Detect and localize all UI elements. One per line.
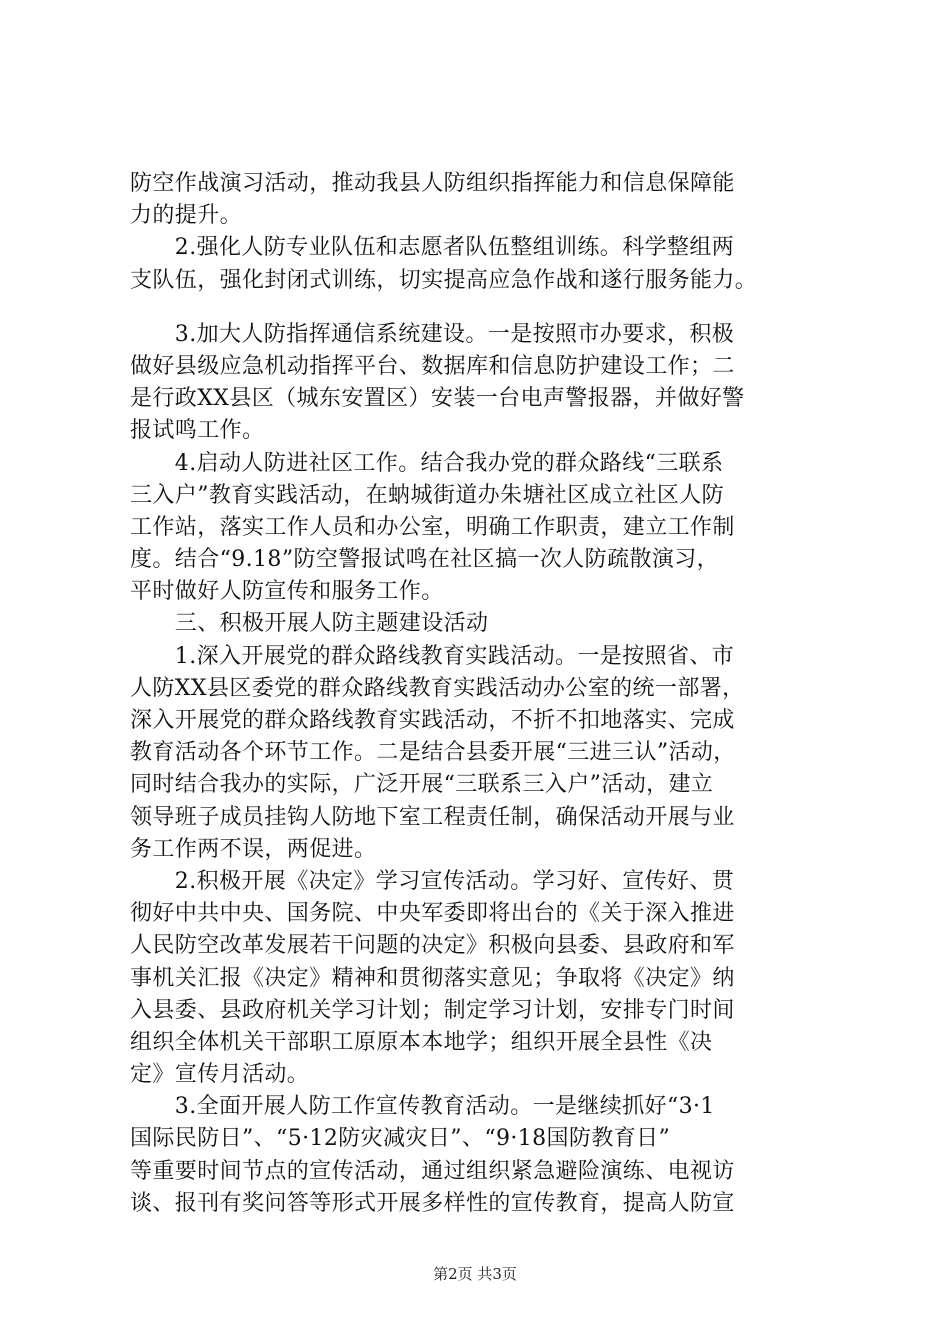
text-line: 工作站，落实工作人员和办公室，明确工作职责，建立工作制 <box>130 514 735 540</box>
text-line: 2.积极开展《决定》学习宣传活动。学习好、宣传好、贯 <box>130 868 735 894</box>
text-line: 入县委、县政府机关学习计划；制定学习计划，安排专门时间 <box>130 997 735 1023</box>
text-line: 做好县级应急机动指挥平台、数据库和信息防护建设工作；二 <box>130 353 735 379</box>
text-line: 务工作两不误，两促进。 <box>130 836 377 862</box>
text-line: 彻好中共中央、国务院、中央军委即将出台的《关于深入推进 <box>130 901 735 927</box>
text-line: 报试鸣工作。 <box>130 418 265 444</box>
text-line: 力的提升。 <box>130 203 243 229</box>
text-line: 平时做好人防宣传和服务工作。 <box>130 579 444 605</box>
text-line: 支队伍，强化封闭式训练，切实提高应急作战和遂行服务能力。 <box>130 267 758 293</box>
text-line: 1.深入开展党的群众路线教育实践活动。一是按照省、市 <box>130 643 735 669</box>
text-line: 组织全体机关干部职工原原本本地学；组织开展全县性《决 <box>130 1029 713 1055</box>
text-line: 教育活动各个环节工作。二是结合县委开展“三进三认”活动， <box>130 740 736 766</box>
text-line: 2.强化人防专业队伍和志愿者队伍整组训练。科学整组两 <box>130 235 735 261</box>
text-line: 人防XX县区委党的群众路线教育实践活动办公室的统一部署， <box>130 675 745 701</box>
paragraph-gap <box>130 297 840 319</box>
text-line: 等重要时间节点的宣传活动，通过组织紧急避险演练、电视访 <box>130 1158 735 1184</box>
text-line: 深入开展党的群众路线教育实践活动，不折不扣地落实、完成 <box>130 708 735 733</box>
section-heading: 三、积极开展人防主题建设活动 <box>130 611 489 637</box>
text-line: 定》宣传月活动。 <box>130 1062 310 1088</box>
text-line: 是行政XX县区（城东安置区）安装一台电声警报器，并做好警 <box>130 386 745 412</box>
text-line: 同时结合我办的实际，广泛开展“三联系三入户”活动，建立 <box>130 772 714 798</box>
page-number-footer: 第2页 共3页 <box>433 1265 517 1283</box>
text-line: 事机关汇报《决定》精神和贯彻落实意见；争取将《决定》纳 <box>130 965 735 991</box>
text-line: 谈、报刊有奖问答等形式开展多样性的宣传教育，提高人防宣 <box>130 1190 735 1216</box>
text-line: 三入户”教育实践活动，在蚋城街道办朱塘社区成立社区人防 <box>130 482 725 508</box>
text-line: 防空作战演习活动，推动我县人防组织指挥能力和信息保障能 <box>130 171 735 196</box>
text-line: 3.加大人防指挥通信系统建设。一是按照市办要求，积极 <box>130 321 735 347</box>
text-line: 3.全面开展人防工作宣传教育活动。一是继续抓好“3·1 <box>130 1094 715 1120</box>
text-line: 国际民防日”、“5·12防灾减灾日”、“9·18国防教育日” <box>130 1126 671 1152</box>
text-line: 领导班子成员挂钩人防地下室工程责任制，确保活动开展与业 <box>130 804 735 830</box>
text-line: 人民防空改革发展若干问题的决定》积极向县委、县政府和军 <box>130 933 735 959</box>
text-line: 4.启动人防进社区工作。结合我办党的群众路线“三联系 <box>130 450 724 476</box>
document-body <box>130 168 840 1220</box>
text-line: 度。结合“9.18”防空警报试鸣在社区搞一次人防疏散演习， <box>130 547 720 573</box>
